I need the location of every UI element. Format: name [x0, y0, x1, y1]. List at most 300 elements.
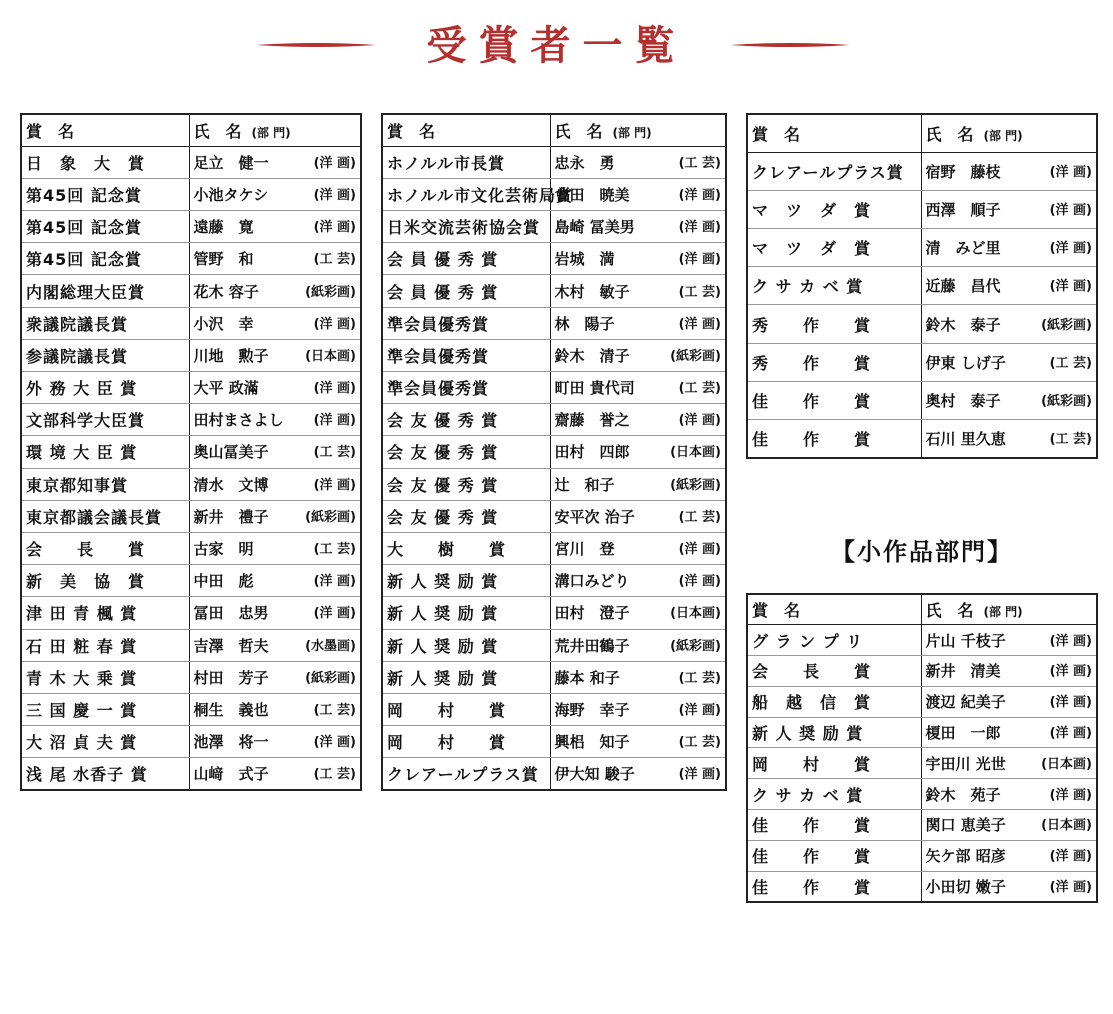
recipient-dept: (紙彩画): [1041, 393, 1092, 409]
award-name-cell: 大 樹 賞: [382, 532, 550, 564]
recipient-dept: (紙彩画): [305, 670, 356, 686]
recipient-dept: (工 芸): [678, 735, 721, 751]
recipient-cell: [189, 178, 361, 210]
table-row: [21, 500, 361, 532]
award-name-cell: 岡 村 賞: [382, 693, 550, 725]
recipient-cell: [550, 758, 726, 790]
recipient-cell: [921, 343, 1097, 381]
table-row: [382, 307, 726, 339]
table-row: [382, 661, 726, 693]
table-row: [21, 372, 361, 404]
award-name-cell: ク サ カ ベ 賞: [747, 779, 921, 810]
recipient-name: 新井 禮子: [193, 507, 269, 526]
recipient-cell: [921, 267, 1097, 305]
recipient-cell: [550, 565, 726, 597]
table-row: [382, 339, 726, 371]
recipient-name: 小沢 幸: [193, 314, 254, 333]
award-name-cell: マ ツ ダ 賞: [747, 229, 921, 267]
recipient-name: 渡辺 紀美子: [925, 693, 1006, 712]
recipient-name: 管野 和: [193, 250, 254, 269]
recipient-dept: (洋 画): [678, 767, 721, 783]
recipient-name: 小田切 嫩子: [925, 877, 1006, 896]
recipient-cell: [921, 152, 1097, 190]
recipient-cell: [550, 243, 726, 275]
header-dept: (部 門): [983, 128, 1023, 143]
table-row: [21, 532, 361, 564]
recipient-cell: [189, 307, 361, 339]
recipient-cell: [189, 372, 361, 404]
table-header-row: [382, 114, 726, 146]
recipient-name: 榎田 一郎: [925, 724, 1001, 743]
recipient-dept: (日本画): [1041, 756, 1092, 772]
table-row: [21, 339, 361, 371]
recipient-dept: (洋 画): [313, 381, 356, 397]
award-name-cell: 第45回 記念賞: [21, 178, 189, 210]
recipient-dept: (洋 画): [313, 735, 356, 751]
award-name-cell: 会 友 優 秀 賞: [382, 468, 550, 500]
table-header-row: [21, 114, 361, 146]
table-row: [21, 468, 361, 500]
recipient-cell: [550, 178, 726, 210]
recipient-name: 辻 和子: [554, 475, 615, 494]
recipient-dept: (日本画): [305, 348, 356, 364]
recipient-dept: (紙彩画): [670, 477, 721, 493]
header-award: 賞 名: [21, 114, 189, 146]
award-name-cell: 佳 作 賞: [747, 420, 921, 458]
award-name-cell: 外 務 大 臣 賞: [21, 372, 189, 404]
table-row: [747, 343, 1097, 381]
recipient-dept: (洋 画): [1049, 849, 1092, 865]
recipient-cell: [550, 597, 726, 629]
recipient-name: 海野 幸子: [554, 700, 630, 719]
recipient-name: 清水 文博: [193, 475, 269, 494]
recipient-cell: [921, 381, 1097, 419]
recipient-cell: [550, 146, 726, 178]
recipient-dept: (洋 画): [1049, 279, 1092, 295]
recipient-dept: (日本画): [1041, 818, 1092, 834]
recipient-name: 鈴木 泰子: [925, 315, 1001, 334]
recipient-name: 近藤 昌代: [925, 277, 1001, 296]
recipient-name: 小池タケシ: [193, 185, 269, 204]
header-award: 賞 名: [747, 594, 921, 625]
recipient-cell: [550, 661, 726, 693]
header-name: 氏 名 (部 門): [550, 114, 726, 146]
award-name-cell: 石 田 粧 春 賞: [21, 629, 189, 661]
award-name-cell: 会 員 優 秀 賞: [382, 275, 550, 307]
table-row: [747, 420, 1097, 458]
table-row: [747, 267, 1097, 305]
award-name-cell: クレアールプラス賞: [382, 758, 550, 790]
award-name-cell: 浅 尾 水香子 賞: [21, 758, 189, 790]
recipient-dept: (洋 画): [1049, 787, 1092, 803]
title-flourish-right: [730, 42, 850, 48]
table-row: [747, 717, 1097, 748]
recipient-cell: [189, 629, 361, 661]
award-name-cell: 岡 村 賞: [747, 748, 921, 779]
award-name-cell: ホノルル市長賞: [382, 146, 550, 178]
table-row: [382, 372, 726, 404]
table-row: [747, 840, 1097, 871]
recipient-dept: (洋 画): [313, 477, 356, 493]
recipient-cell: [921, 717, 1097, 748]
table-row: [747, 381, 1097, 419]
recipient-dept: (洋 画): [1049, 164, 1092, 180]
recipient-cell: [550, 726, 726, 758]
recipient-cell: [189, 758, 361, 790]
recipient-cell: [550, 693, 726, 725]
header-name: 氏 名 (部 門): [921, 594, 1097, 625]
award-name-cell: 環 境 大 臣 賞: [21, 436, 189, 468]
recipient-name: 花木 容子: [193, 282, 259, 301]
table-row: [21, 275, 361, 307]
award-name-cell: 新 人 奨 励 賞: [382, 597, 550, 629]
header-award: 賞 名: [382, 114, 550, 146]
recipient-dept: (洋 画): [313, 606, 356, 622]
recipient-dept: (工 芸): [313, 252, 356, 268]
recipient-cell: [189, 436, 361, 468]
award-name-cell: 内閣総理大臣賞: [21, 275, 189, 307]
award-name-cell: 佳 作 賞: [747, 840, 921, 871]
award-name-cell: 新 美 協 賞: [21, 565, 189, 597]
table-row: [747, 810, 1097, 841]
table-row: [382, 500, 726, 532]
award-name-cell: 準会員優秀賞: [382, 372, 550, 404]
award-name-cell: 船 越 信 賞: [747, 686, 921, 717]
recipient-cell: [189, 661, 361, 693]
recipient-cell: [189, 146, 361, 178]
recipient-dept: (洋 画): [313, 413, 356, 429]
recipient-name: 中田 彪: [193, 572, 254, 591]
table-row: [21, 146, 361, 178]
recipient-cell: [921, 748, 1097, 779]
recipient-name: 岩城 満: [554, 250, 615, 269]
table-row: [747, 656, 1097, 687]
page-title: 受賞者一覧: [426, 23, 687, 69]
table-row: [382, 243, 726, 275]
table-row: [382, 758, 726, 790]
recipient-dept: (水墨画): [305, 638, 356, 654]
recipient-name: 島崎 冨美男: [554, 218, 635, 237]
award-name-cell: グ ラ ン プ リ: [747, 625, 921, 656]
recipient-dept: (洋 画): [313, 316, 356, 332]
recipient-name: 吉澤 哲夫: [193, 636, 269, 655]
recipient-dept: (洋 画): [1049, 879, 1092, 895]
award-name-cell: 秀 作 賞: [747, 305, 921, 343]
recipient-name: 宇田川 光世: [925, 754, 1006, 773]
award-name-cell: 日米交流芸術協会賞: [382, 211, 550, 243]
recipient-dept: (工 芸): [678, 670, 721, 686]
award-name-cell: 佳 作 賞: [747, 871, 921, 902]
table-row: [21, 565, 361, 597]
recipient-name: 田村 澄子: [554, 604, 630, 623]
recipient-name: 鈴木 苑子: [925, 785, 1001, 804]
table-row: [747, 305, 1097, 343]
recipient-name: 大平 政滿: [193, 379, 259, 398]
recipient-dept: (洋 画): [1049, 241, 1092, 257]
recipient-dept: (洋 画): [678, 187, 721, 203]
recipient-dept: (洋 画): [678, 252, 721, 268]
table-row: [382, 629, 726, 661]
award-name-cell: 第45回 記念賞: [21, 211, 189, 243]
recipient-dept: (洋 画): [678, 220, 721, 236]
recipient-dept: (洋 画): [678, 574, 721, 590]
recipient-dept: (工 芸): [678, 381, 721, 397]
table-row: [747, 871, 1097, 902]
recipient-dept: (工 芸): [678, 284, 721, 300]
table-row: [382, 693, 726, 725]
recipient-name: 足立 健一: [193, 153, 269, 172]
recipient-name: 関口 恵美子: [925, 816, 1006, 835]
awards-table-1: [20, 113, 362, 791]
table-row: [21, 597, 361, 629]
recipient-dept: (洋 画): [313, 155, 356, 171]
award-name-cell: 青 木 大 乗 賞: [21, 661, 189, 693]
recipient-name: 桐生 義也: [193, 700, 269, 719]
recipient-dept: (工 芸): [313, 445, 356, 461]
awards-table-1-body: [21, 146, 361, 790]
award-name-cell: 秀 作 賞: [747, 343, 921, 381]
title-area: [0, 10, 1113, 74]
header-name: 氏 名 (部 門): [189, 114, 361, 146]
recipient-cell: [921, 190, 1097, 228]
recipient-name: 山﨑 式子: [193, 765, 269, 784]
recipient-name: 藤本 和子: [554, 668, 620, 687]
award-name-cell: 東京都知事賞: [21, 468, 189, 500]
recipient-name: 池澤 将一: [193, 733, 269, 752]
recipient-name: 安平次 治子: [554, 507, 635, 526]
recipient-cell: [189, 726, 361, 758]
recipient-cell: [189, 532, 361, 564]
award-name-cell: 参議院議長賞: [21, 339, 189, 371]
recipient-dept: (洋 画): [678, 702, 721, 718]
table-row: [382, 404, 726, 436]
recipient-cell: [189, 211, 361, 243]
awards-table-3: [746, 113, 1098, 459]
award-name-cell: ホノルル市文化芸術局賞: [382, 178, 550, 210]
award-name-cell: 新 人 奨 励 賞: [747, 717, 921, 748]
recipient-dept: (洋 画): [1049, 664, 1092, 680]
award-name-cell: 新 人 奨 励 賞: [382, 661, 550, 693]
recipient-cell: [921, 420, 1097, 458]
table-row: [21, 629, 361, 661]
recipient-name: 伊大知 駿子: [554, 765, 635, 784]
recipient-dept: (洋 画): [1049, 633, 1092, 649]
recipient-cell: [550, 404, 726, 436]
table-row: [747, 229, 1097, 267]
table-row: [382, 726, 726, 758]
recipient-name: 矢ケ部 昭彦: [925, 847, 1006, 866]
table-row: [382, 468, 726, 500]
recipient-dept: (工 芸): [313, 767, 356, 783]
award-name-cell: 会 長 賞: [747, 656, 921, 687]
recipient-dept: (日本画): [670, 606, 721, 622]
recipient-cell: [921, 305, 1097, 343]
recipient-dept: (洋 画): [678, 542, 721, 558]
recipient-cell: [550, 211, 726, 243]
recipient-name: 清 みど里: [925, 239, 1001, 258]
recipient-cell: [189, 243, 361, 275]
recipient-dept: (工 芸): [1049, 431, 1092, 447]
recipient-name: 溝口みどり: [554, 572, 630, 591]
award-name-cell: 第45回 記念賞: [21, 243, 189, 275]
recipient-cell: [189, 597, 361, 629]
recipient-name: 石川 里久恵: [925, 429, 1006, 448]
award-name-cell: 衆議院議長賞: [21, 307, 189, 339]
recipient-name: 町田 貴代司: [554, 379, 635, 398]
recipient-name: 西澤 順子: [925, 200, 1001, 219]
table-row: [21, 758, 361, 790]
table-row: [382, 565, 726, 597]
award-name-cell: 新 人 奨 励 賞: [382, 565, 550, 597]
table-row: [21, 436, 361, 468]
recipient-name: 興梠 知子: [554, 733, 630, 752]
recipient-cell: [189, 275, 361, 307]
recipient-cell: [921, 810, 1097, 841]
recipient-name: 木村 敏子: [554, 282, 630, 301]
award-name-cell: 会 長 賞: [21, 532, 189, 564]
recipient-cell: [550, 275, 726, 307]
recipient-cell: [189, 404, 361, 436]
recipient-cell: [550, 339, 726, 371]
recipient-cell: [921, 229, 1097, 267]
award-name-cell: 岡 村 賞: [382, 726, 550, 758]
award-name-cell: 会 友 優 秀 賞: [382, 404, 550, 436]
table-row: [21, 404, 361, 436]
award-name-cell: ク サ カ ベ 賞: [747, 267, 921, 305]
table-row: [21, 307, 361, 339]
recipient-cell: [921, 871, 1097, 902]
table-row: [21, 178, 361, 210]
recipient-dept: (洋 画): [1049, 695, 1092, 711]
table-row: [747, 190, 1097, 228]
table-header-row: [747, 594, 1097, 625]
recipient-cell: [921, 656, 1097, 687]
recipient-cell: [921, 779, 1097, 810]
table-header-row: [747, 114, 1097, 152]
recipient-name: 宮川 登: [554, 540, 615, 559]
recipient-name: 荒井田鶴子: [554, 636, 630, 655]
header-award: 賞 名: [747, 114, 921, 152]
award-name-cell: 会 友 優 秀 賞: [382, 500, 550, 532]
recipient-name: 村田 芳子: [193, 668, 269, 687]
recipient-cell: [189, 500, 361, 532]
recipient-dept: (工 芸): [1049, 355, 1092, 371]
recipient-dept: (紙彩画): [670, 348, 721, 364]
recipient-name: 伊東 しげ子: [925, 353, 1006, 372]
recipient-name: 田村まさよし: [193, 411, 284, 430]
award-name-cell: 大 沼 貞 夫 賞: [21, 726, 189, 758]
recipient-cell: [921, 625, 1097, 656]
recipient-cell: [550, 307, 726, 339]
awards-table-small-works: [746, 593, 1098, 903]
recipient-dept: (紙彩画): [305, 509, 356, 525]
table-row: [21, 693, 361, 725]
recipient-dept: (洋 画): [1049, 726, 1092, 742]
header-name: 氏 名 (部 門): [921, 114, 1097, 152]
recipient-name: 齋藤 誉之: [554, 411, 630, 430]
table-row: [747, 152, 1097, 190]
recipient-dept: (洋 画): [313, 220, 356, 236]
header-dept: (部 門): [251, 125, 291, 140]
recipient-name: 遠藤 寛: [193, 218, 254, 237]
recipient-dept: (洋 画): [1049, 202, 1092, 218]
recipient-cell: [550, 500, 726, 532]
recipient-dept: (工 芸): [678, 509, 721, 525]
award-name-cell: 三 国 慶 一 賞: [21, 693, 189, 725]
recipient-cell: [921, 840, 1097, 871]
header-dept: (部 門): [983, 605, 1023, 620]
award-name-cell: 会 友 優 秀 賞: [382, 436, 550, 468]
award-name-cell: 東京都議会議長賞: [21, 500, 189, 532]
recipient-dept: (工 芸): [313, 542, 356, 558]
section-heading-small-works: 【小作品部門】: [831, 538, 1013, 566]
recipient-cell: [550, 436, 726, 468]
recipient-name: 冨田 忠男: [193, 604, 269, 623]
table-row: [382, 532, 726, 564]
table-row: [21, 243, 361, 275]
table-row: [747, 779, 1097, 810]
table-row: [21, 726, 361, 758]
award-name-cell: クレアールプラス賞: [747, 152, 921, 190]
award-name-cell: マ ツ ダ 賞: [747, 190, 921, 228]
awards-table-small-works-body: [747, 625, 1097, 902]
award-name-cell: 準会員優秀賞: [382, 339, 550, 371]
recipient-name: 奥村 泰子: [925, 391, 1001, 410]
recipient-name: 忠永 勇: [554, 153, 615, 172]
recipient-cell: [550, 372, 726, 404]
recipient-cell: [189, 468, 361, 500]
award-name-cell: 準会員優秀賞: [382, 307, 550, 339]
recipient-cell: [921, 686, 1097, 717]
recipient-name: 奥山冨美子: [193, 443, 269, 462]
recipient-name: 新井 清美: [925, 662, 1001, 681]
recipient-name: 川地 勲子: [193, 346, 269, 365]
recipient-name: 片山 千枝子: [925, 631, 1006, 650]
table-row: [382, 597, 726, 629]
recipient-dept: (洋 画): [678, 413, 721, 429]
header-dept: (部 門): [612, 125, 652, 140]
recipient-name: 宿野 藤枝: [925, 162, 1001, 181]
recipient-dept: (紙彩画): [670, 638, 721, 654]
table-row: [747, 625, 1097, 656]
table-row: [382, 436, 726, 468]
recipient-cell: [550, 468, 726, 500]
table-row: [382, 275, 726, 307]
recipient-dept: (洋 画): [313, 574, 356, 590]
recipient-dept: (洋 画): [313, 187, 356, 203]
table-row: [747, 748, 1097, 779]
recipient-cell: [189, 339, 361, 371]
recipient-name: 鈴木 清子: [554, 346, 630, 365]
award-name-cell: 新 人 奨 励 賞: [382, 629, 550, 661]
recipient-name: 古家 明: [193, 540, 254, 559]
award-name-cell: 津 田 青 楓 賞: [21, 597, 189, 629]
recipient-dept: (洋 画): [678, 316, 721, 332]
award-name-cell: 佳 作 賞: [747, 381, 921, 419]
recipient-name: 田村 四郎: [554, 443, 630, 462]
recipient-dept: (工 芸): [313, 702, 356, 718]
table-row: [747, 686, 1097, 717]
recipient-dept: (工 芸): [678, 155, 721, 171]
recipient-dept: (紙彩画): [1041, 317, 1092, 333]
award-name-cell: 日 象 大 賞: [21, 146, 189, 178]
table-row: [382, 211, 726, 243]
award-name-cell: 佳 作 賞: [747, 810, 921, 841]
award-name-cell: 会 員 優 秀 賞: [382, 243, 550, 275]
recipient-cell: [189, 693, 361, 725]
recipient-cell: [550, 532, 726, 564]
awards-table-3-body: [747, 152, 1097, 458]
